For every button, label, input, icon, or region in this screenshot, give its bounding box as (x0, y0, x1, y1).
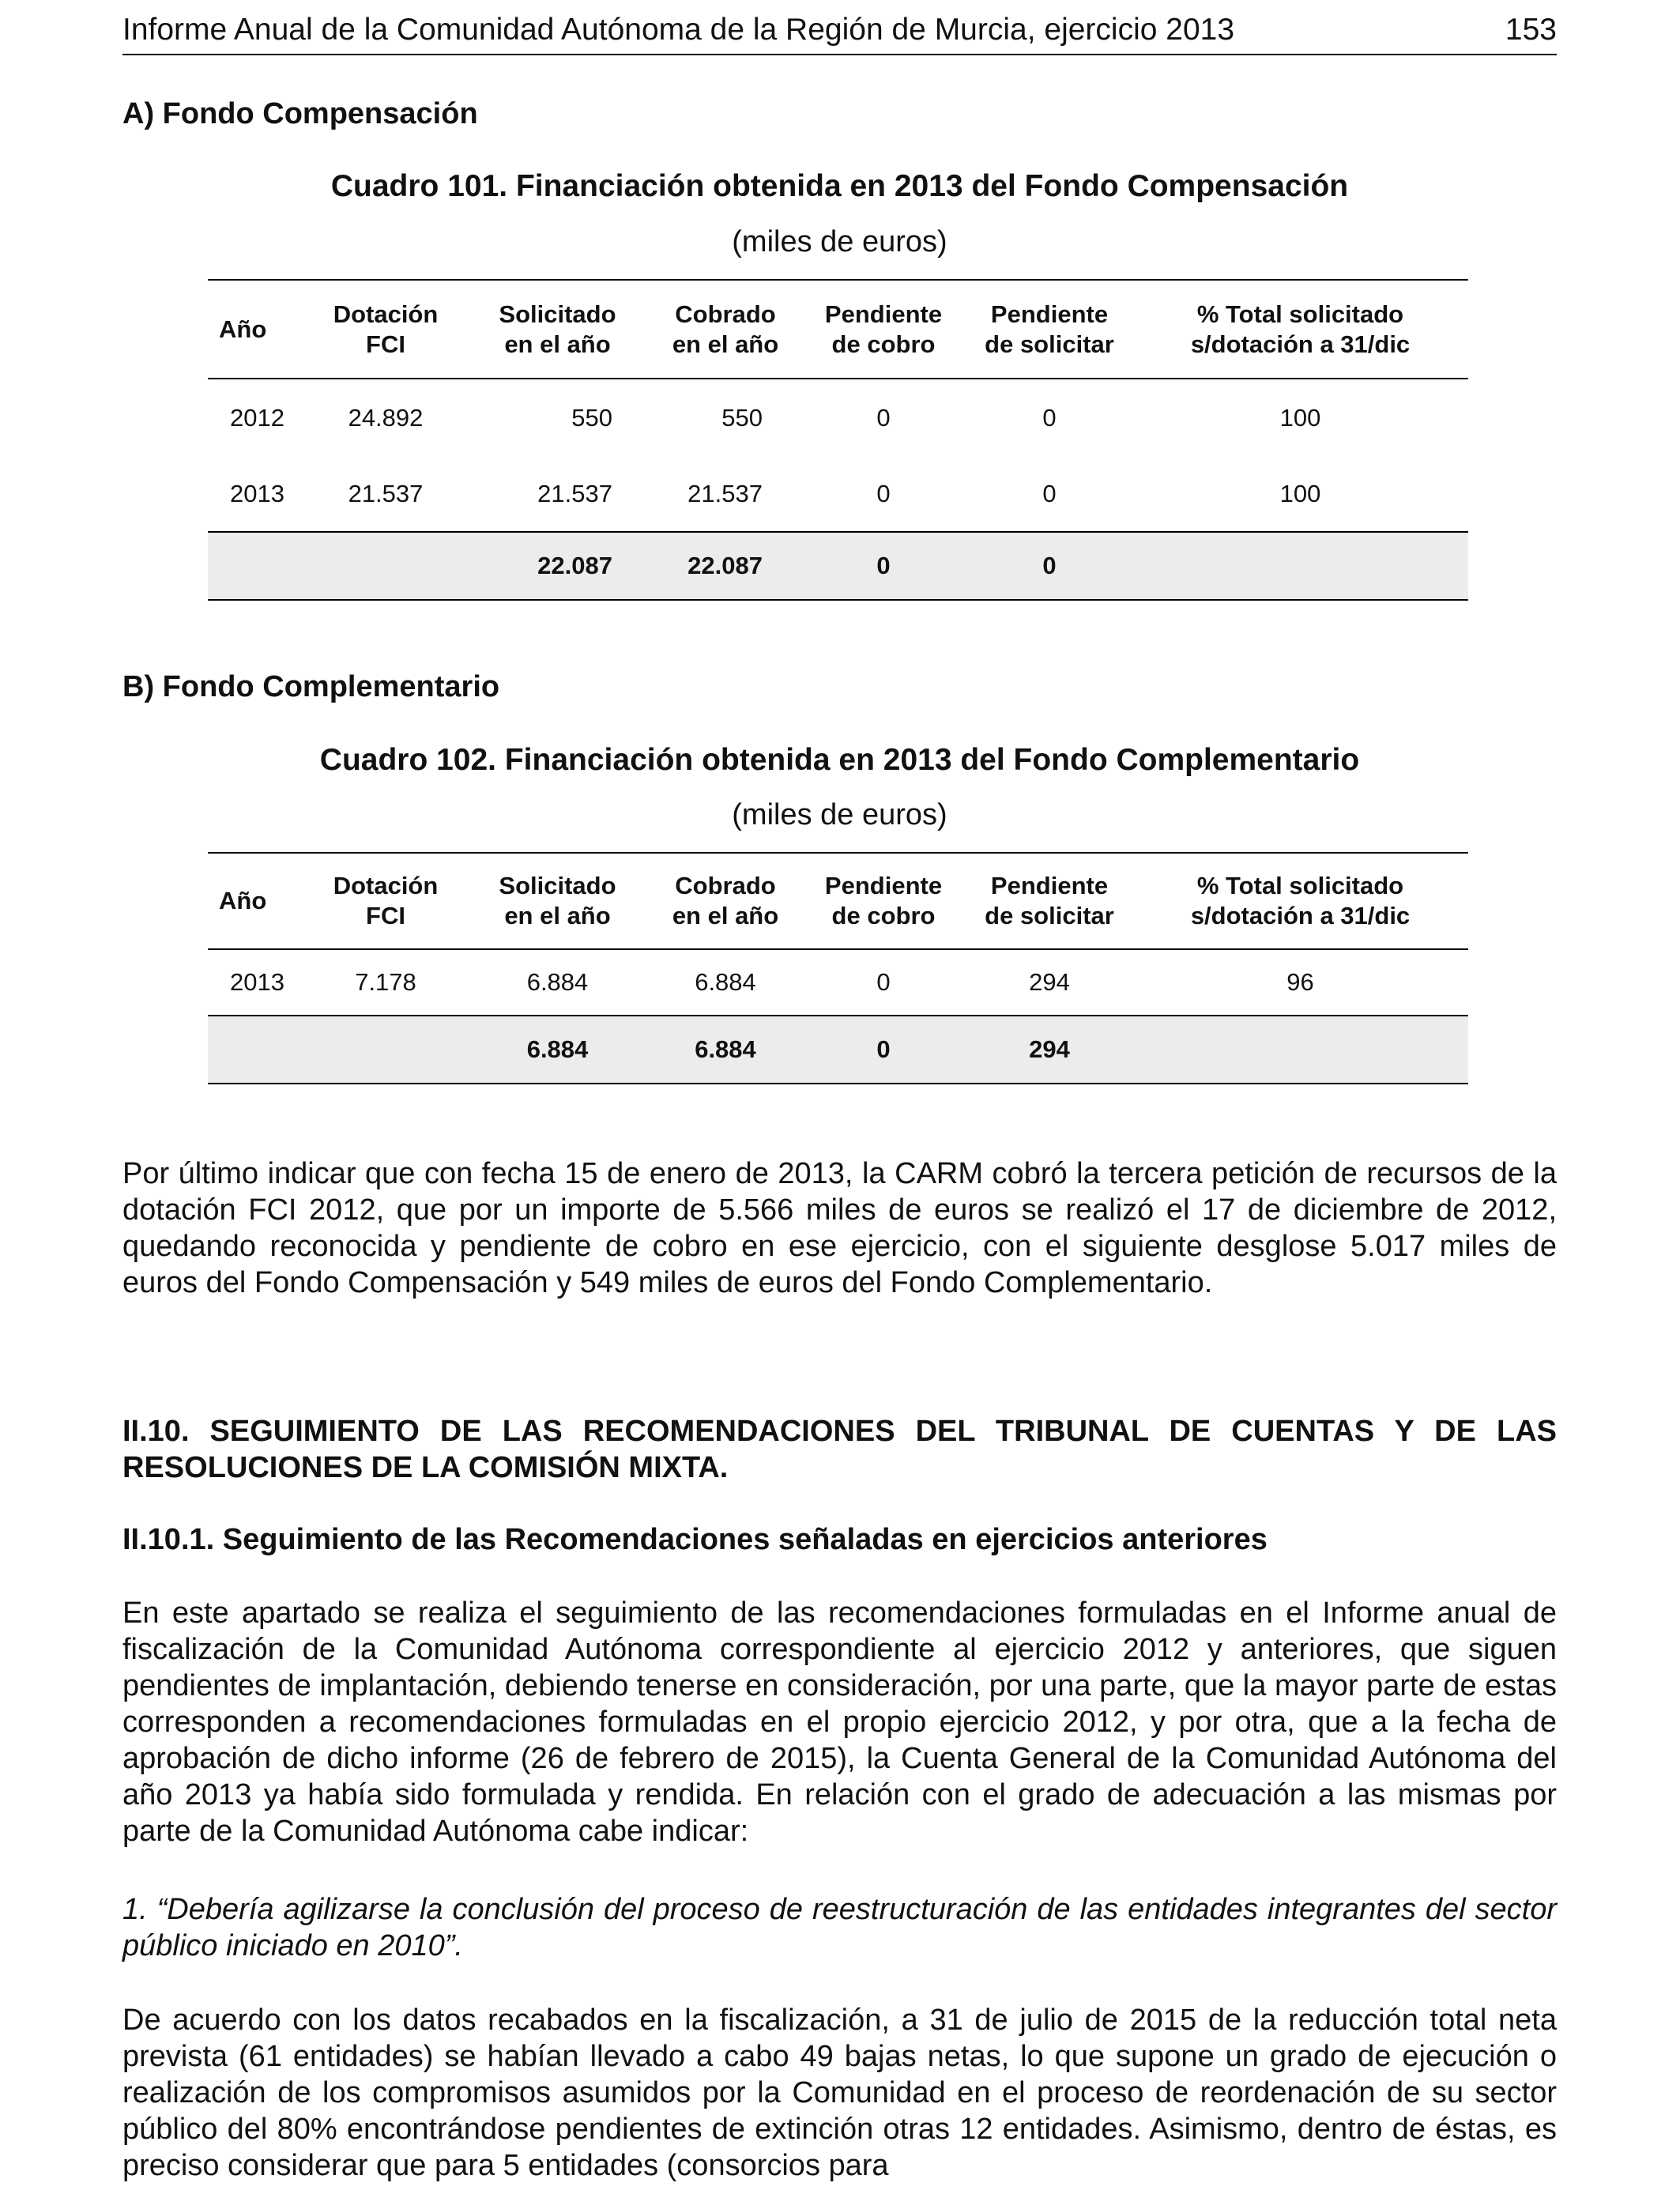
table-102-caption: Cuadro 102. Financiación obtenida en 2013 del Fondo Complementario (319, 743, 1360, 777)
total-pendiente-cobro: 0 (876, 1035, 891, 1063)
cell-cobrado: 550 (721, 403, 763, 432)
cell-solicitado: 6.884 (526, 968, 589, 996)
page-header (122, 11, 1557, 55)
col-solicitado: Solicitado en el año (499, 300, 616, 358)
table-101-units: (miles de euros) (732, 225, 947, 258)
table-102-units: (miles de euros) (732, 798, 947, 831)
section-b-heading: B) Fondo Complementario (122, 670, 500, 703)
cell-solicitado: 550 (571, 403, 612, 432)
cell-pendiente-cobro: 0 (876, 479, 891, 507)
section-a-heading: A) Fondo Compensación (122, 97, 478, 130)
col-dotacion: Dotación FCI (333, 300, 439, 358)
paragraph-seguimiento: En este apartado se realiza el seguimiento de las recomendaciones formuladas en el Informe anual de fiscalización de la Comunidad Autónoma correspondiente al ejercicio 2012 y anteriores, que siguen pendientes de implantación, debiendo tenerse en consideración, por una parte, que la mayor parte de estas corresponden a recomendaciones formuladas en el propio ejercicio 2012, y por otra, que a la fecha de aprobación de dicho informe (26 de febrero de 2015), la Cuenta General de la Comunidad Autónoma del año 2013 ya había sido formulada y rendida. En relación con el grado de adecuación a las mismas por parte de la Comunidad Autónoma cabe indicar: (122, 1596, 1557, 1848)
cell-pendiente-cobro: 0 (876, 403, 891, 432)
col-dotacion: Dotación FCI (333, 872, 439, 929)
col-cobrado: Cobrado en el año (672, 872, 779, 929)
heading-ii10: II.10. SEGUIMIENTO DE LAS RECOMENDACIONES DEL TRIBUNAL DE CUENTAS Y DE LAS RESOLUCIONES DE LA COMISIÓN MIXTA. (122, 1415, 1557, 1484)
total-pendiente-solicitar: 0 (1042, 552, 1057, 579)
col-cobrado: Cobrado en el año (672, 300, 779, 358)
total-solicitado: 6.884 (526, 1035, 589, 1063)
cell-year: 2013 (230, 968, 284, 996)
col-pendiente-solicitar: Pendiente de solicitar (985, 300, 1114, 358)
table-102 (208, 852, 1468, 1084)
recommendation-quote: 1. “Debería agilizarse la conclusión del proceso de reestructuración de las entidades integrantes del sector público iniciado en 2010”. (122, 1893, 1557, 1962)
cell-dotacion: 24.892 (348, 403, 424, 432)
page-number: 153 (1505, 13, 1557, 47)
cell-pct: 100 (1279, 403, 1321, 432)
cell-pct: 96 (1286, 968, 1314, 996)
heading-ii101: II.10.1. Seguimiento de las Recomendaciones señaladas en ejercicios anteriores (122, 1523, 1268, 1556)
col-pendiente-cobro: Pendiente de cobro (824, 872, 943, 929)
table-row (208, 456, 1468, 532)
table-row (208, 949, 1468, 1016)
cell-pendiente-solicitar: 294 (1029, 968, 1070, 996)
table-header-row (208, 280, 1468, 379)
cell-pct: 100 (1279, 479, 1321, 507)
cell-pendiente-solicitar: 0 (1042, 403, 1057, 432)
cell-cobrado: 21.537 (687, 479, 763, 507)
total-cobrado: 22.087 (687, 552, 763, 579)
col-pendiente-cobro: Pendiente de cobro (824, 300, 943, 358)
cell-pendiente-solicitar: 0 (1042, 479, 1057, 507)
paragraph-datos: De acuerdo con los datos recabados en la fiscalización, a 31 de julio de 2015 de la reducción total neta prevista (61 entidades) se habían llevado a cabo 49 bajas netas, lo que supone un grado de ejecución o realización de los compromisos asumidos por la Comunidad en el proceso de reordenación de su sector público del 80% encontrándose pendientes de extinción otras 12 entidades. Asimismo, dentro de éstas, es preciso considerar que para 5 entidades (consorcios para (122, 2004, 1557, 2182)
table-row (208, 379, 1468, 456)
table-total-row (208, 1016, 1468, 1084)
col-pct-total: % Total solicitado s/dotación a 31/dic (1190, 872, 1411, 929)
col-year: Año (219, 887, 267, 914)
col-pct-total: % Total solicitado s/dotación a 31/dic (1190, 300, 1411, 358)
cell-year: 2012 (230, 403, 284, 432)
total-pendiente-cobro: 0 (876, 552, 891, 579)
table-header-row (208, 853, 1468, 949)
col-solicitado: Solicitado en el año (499, 872, 616, 929)
cell-dotacion: 7.178 (355, 968, 416, 996)
header-title: Informe Anual de la Comunidad Autónoma de la Región de Murcia, ejercicio 2013 (122, 13, 1235, 47)
paragraph-ultimo: Por último indicar que con fecha 15 de enero de 2013, la CARM cobró la tercera petición de recursos de la dotación FCI 2012, que por un importe de 5.566 miles de euros se realizó el 17 de diciembre de 2012, quedando reconocida y pendiente de cobro en ese ejercicio, con el siguiente desglose 5.017 miles de euros del Fondo Compensación y 549 miles de euros del Fondo Complementario. (122, 1157, 1557, 1299)
table-total-row (208, 532, 1468, 600)
cell-solicitado: 21.537 (537, 479, 612, 507)
total-solicitado: 22.087 (537, 552, 612, 579)
table-101-caption: Cuadro 101. Financiación obtenida en 2013 del Fondo Compensación (330, 169, 1349, 203)
total-pendiente-solicitar: 294 (1029, 1035, 1070, 1063)
col-pendiente-solicitar: Pendiente de solicitar (985, 872, 1114, 929)
table-101 (208, 279, 1468, 601)
cell-year: 2013 (230, 479, 284, 507)
cell-dotacion: 21.537 (348, 479, 424, 507)
total-cobrado: 6.884 (695, 1035, 756, 1063)
col-year: Año (219, 315, 267, 343)
cell-pendiente-cobro: 0 (876, 968, 891, 996)
cell-cobrado: 6.884 (695, 968, 756, 996)
